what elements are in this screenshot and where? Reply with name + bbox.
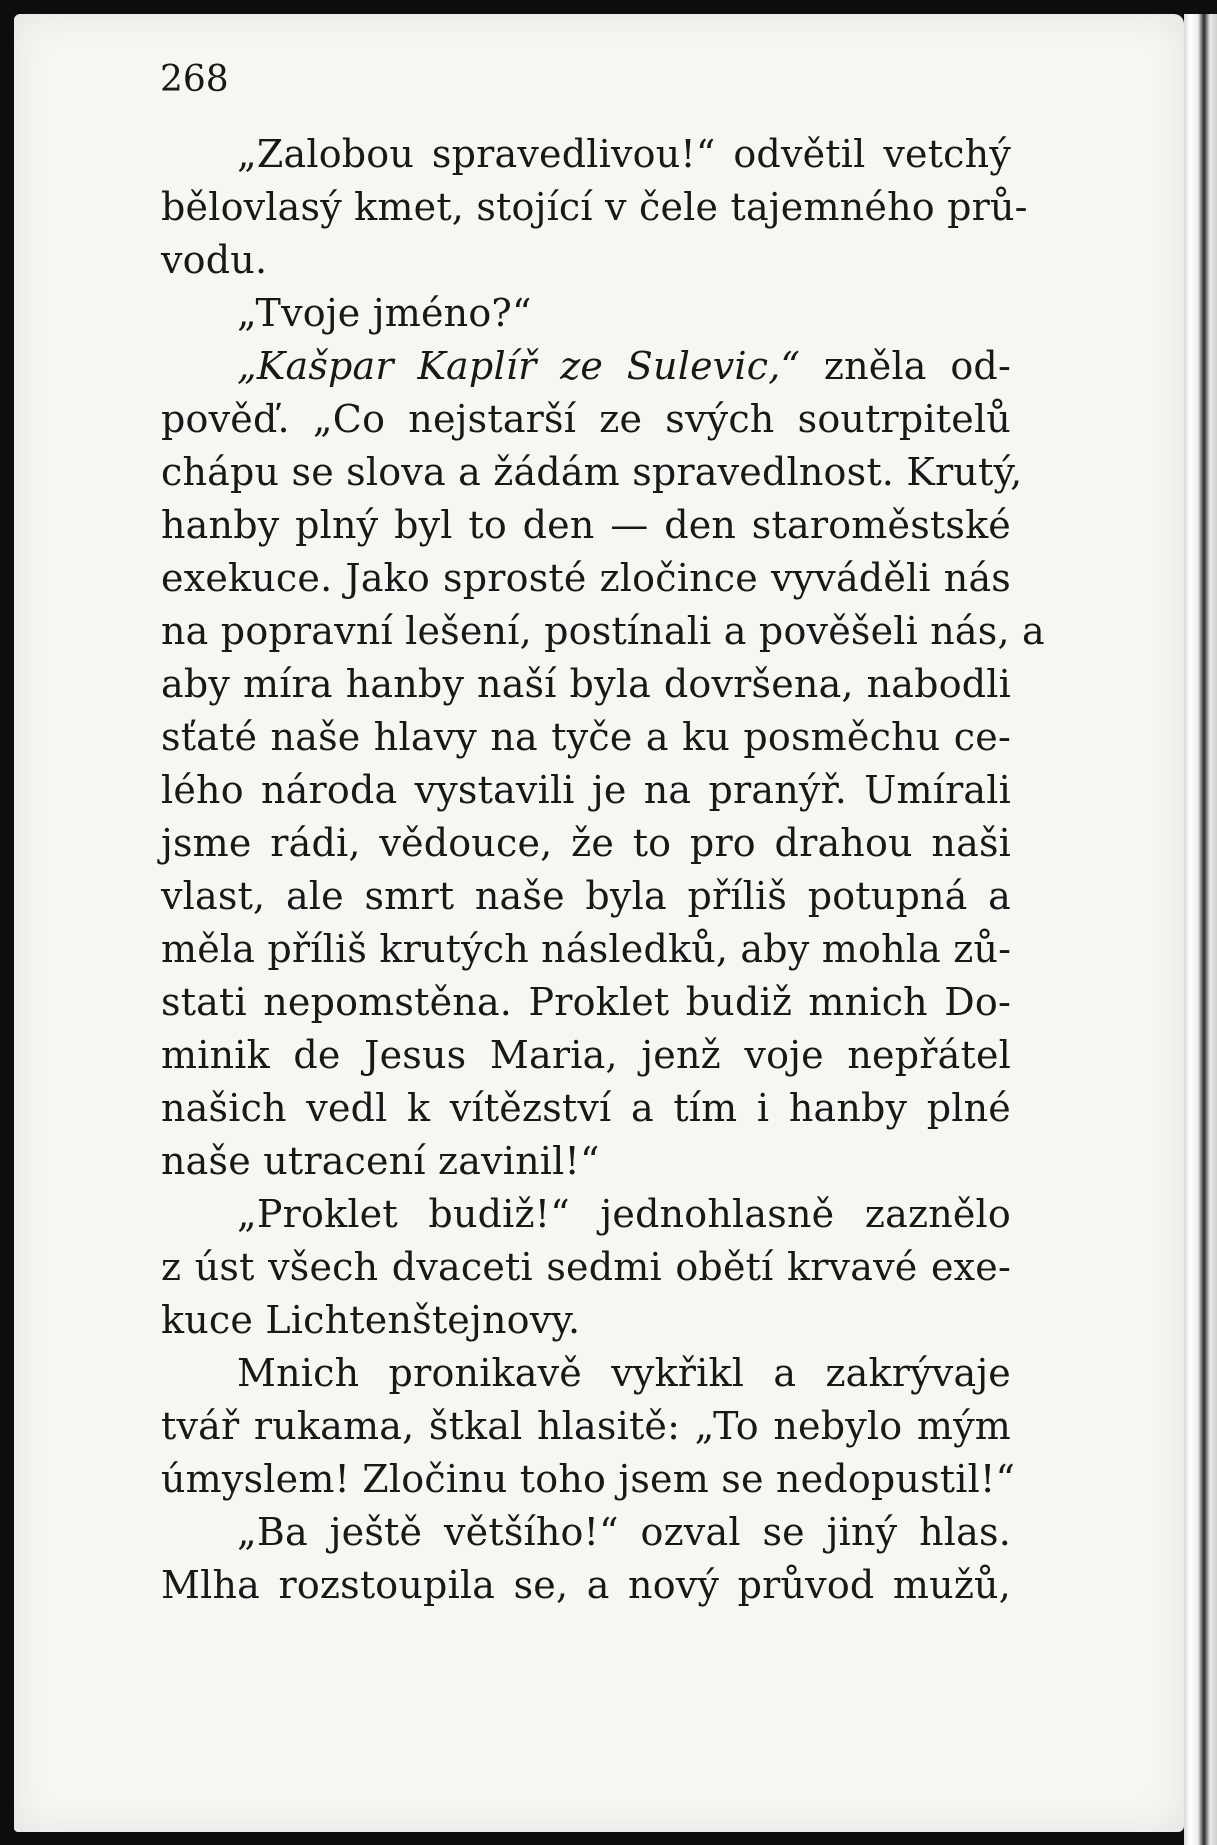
text-line: vodu. (161, 238, 268, 282)
text-span: zněla od- (800, 344, 1011, 388)
text-line: kuce Lichtenštejnovy. (161, 1298, 581, 1342)
text-line: „Ba ještě většího!“ ozval se jiný hlas. (237, 1510, 1011, 1554)
text-line: hanby plný byl to den — den staroměstské (161, 503, 1011, 547)
text-line: chápu se slova a žádám spravedlnost. Krutý, (161, 450, 1023, 494)
text-line: stati nepomstěna. Proklet budiž mnich Do- (161, 980, 1011, 1024)
text-line: z úst všech dvaceti sedmi obětí krvavé exe- (161, 1245, 1011, 1289)
text-line: lého národa vystavili je na pranýř. Umírali (161, 768, 1011, 812)
text-line: měla příliš krutých následků, aby mohla zů- (161, 927, 1012, 971)
italic-name: „Kašpar Kaplíř ze Sulevic,“ (237, 344, 801, 388)
text-line: „Zalobou spravedlivou!“ odvětil vetchý (237, 132, 1011, 176)
text-line: Mlha rozstoupila se, a nový průvod mužů, (161, 1563, 1011, 1607)
page-edge (1184, 14, 1217, 1845)
text-line: „Tvoje jméno?“ (237, 291, 532, 335)
text-line: tvář rukama, štkal hlasitě: „To nebylo mým (161, 1404, 1011, 1448)
page-number: 268 (160, 59, 229, 100)
text-line: exekuce. Jako sprosté zločince vyváděli nás (161, 556, 1011, 600)
text-line: vlast, ale smrt naše byla příliš potupná a (161, 874, 1011, 918)
text-line: „Proklet budiž!“ jednohlasně zaznělo (237, 1192, 1011, 1236)
body-text (161, 128, 1045, 1612)
text-line: aby míra hanby naší byla dovršena, nabodli (161, 662, 1011, 706)
text-line: úmyslem! Zločinu toho jsem se nedopustil!“ (161, 1457, 1016, 1501)
text-line: pověď. „Co nejstarší ze svých soutrpitelů (161, 397, 1011, 441)
text-line: Mnich pronikavě vykřikl a zakrývaje (237, 1351, 1011, 1395)
text-line: bělovlasý kmet, stojící v čele tajemného prů- (161, 185, 1028, 229)
text-line: naše utracení zavinil!“ (161, 1139, 600, 1183)
text-line (161, 340, 1011, 393)
text-line: našich vedl k vítězství a tím i hanby plné (161, 1086, 1011, 1130)
text-line: na popravní lešení, postínali a pověšeli nás, a (161, 609, 1045, 653)
text-line: minik de Jesus Maria, jenž voje nepřátel (161, 1033, 1011, 1077)
text-line: jsme rádi, vědouce, že to pro drahou naši (161, 821, 1011, 865)
text-line: sťaté naše hlavy na tyče a ku posměchu ce- (161, 715, 1011, 759)
